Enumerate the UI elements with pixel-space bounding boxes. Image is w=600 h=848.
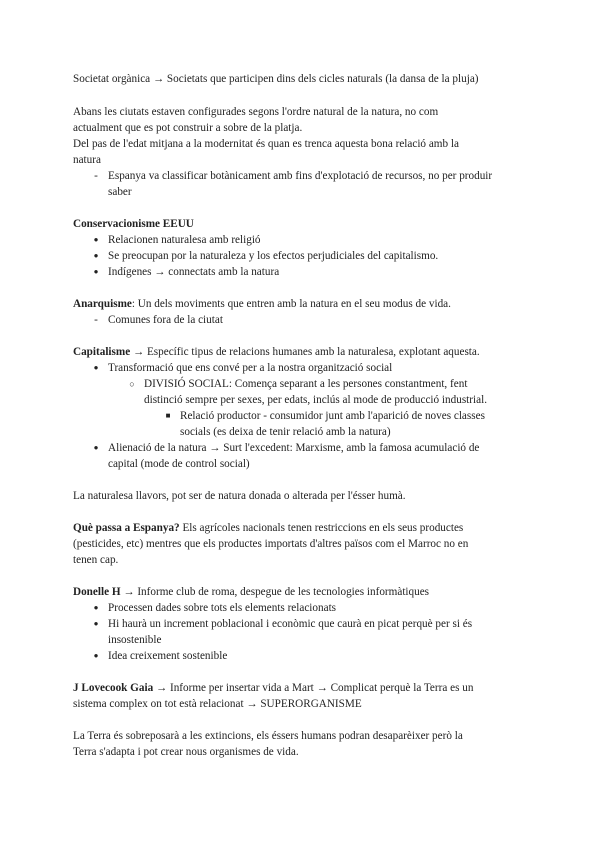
bullet-marker: ● xyxy=(93,651,99,660)
circle-marker: ○ xyxy=(129,379,135,389)
donelle-item-1 xyxy=(90,600,336,616)
espanya-line-3: tenen cap. xyxy=(73,554,119,566)
capitalisme-item-2-line-1: Alienació de la natura → Surt l'excedent: Marxisme, amb la famosa acumulació de xyxy=(108,442,480,454)
anarquisme-dash-text: Comunes fora de la ciutat xyxy=(108,314,223,326)
cities-line-3: Del pas de l'edat mitjana a la modernitat és quan es trenca aquesta bona relació amb la xyxy=(73,138,459,150)
conservacionisme-item-2 xyxy=(90,248,438,264)
capitalisme-subitem-1 xyxy=(126,376,487,408)
capitalisme-sub-line-1: DIVISIÓ SOCIAL: Comença separant a les persones constantment, fent xyxy=(144,378,468,390)
intro-line: Societat orgànica → Societats que participen dins dels cicles naturals (la dansa de la pluja) xyxy=(73,73,479,85)
donelle-item-2-line-1: Hi haurà un increment poblacional i econòmic que caurà en picat perquè per si és xyxy=(108,618,473,630)
bullet-marker: ● xyxy=(93,619,99,628)
lovecook-text: → Informe per insertar vida a Mart → Complicat perquè la Terra es un xyxy=(153,682,474,694)
donelle-item-1-text: Processen dades sobre tots els elements relacionats xyxy=(108,602,337,614)
conservacionisme-item-3 xyxy=(90,264,279,280)
dash-marker: - xyxy=(94,170,98,182)
cities-line-4: natura xyxy=(73,154,101,166)
dash-marker: - xyxy=(94,314,98,326)
anarquisme-text: : Un dels moviments que entren amb la natura en el seu modus de vida. xyxy=(131,298,451,310)
square-marker: ■ xyxy=(165,411,171,420)
anarquisme-title: Anarquisme xyxy=(73,298,132,310)
cities-dash-line-1: Espanya va classificar botànicament amb fins d'explotació de recursos, no per produir xyxy=(108,170,493,182)
donelle-item-3-text: Idea creixement sostenible xyxy=(108,650,228,662)
donelle-title: Donelle H xyxy=(73,586,121,598)
capitalisme-text: → Específic tipus de relacions humanes amb la naturalesa, explotant aquesta. xyxy=(130,346,480,358)
cities-line-2: actualment que es pot construir a sobre de la platja. xyxy=(73,122,303,134)
donelle-paragraph xyxy=(73,584,533,600)
conservacionisme-item-1 xyxy=(90,232,261,248)
capitalisme-title: Capitalisme xyxy=(73,346,131,358)
bullet-marker: ● xyxy=(93,267,99,276)
lovecook-title: J Lovecook Gaia xyxy=(73,682,154,694)
capitalisme-item-2 xyxy=(90,440,479,472)
conservacionisme-item-1-text: Relacionen naturalesa amb religió xyxy=(108,234,261,246)
cities-dash-item xyxy=(90,168,530,200)
conservacionisme-title: Conservacionisme EEUU xyxy=(73,218,194,230)
terra-paragraph xyxy=(73,728,533,760)
capitalisme-item-1-text: Transformació que ens convé per a la nostra organització social xyxy=(108,362,393,374)
terra-line-2: Terra s'adapta i pot crear nous organismes de vida. xyxy=(73,746,299,758)
bullet-marker: ● xyxy=(93,363,99,372)
terra-line-1: La Terra és sobreposarà a les extincions, els éssers humans podran desaparèixer però la xyxy=(73,730,463,742)
donelle-item-3 xyxy=(90,648,227,664)
espanya-line-2: (pesticides, etc) mentres que els productes importats d'altres països com el Marroc no en xyxy=(73,538,469,550)
naturalesa-line: La naturalesa llavors, pot ser de natura donada o alterada per l'ésser humà. xyxy=(73,490,406,502)
cities-line-1: Abans les ciutats estaven configurades segons l'ordre natural de la natura, no com xyxy=(73,106,439,118)
espanya-title: Què passa a Espanya? xyxy=(73,522,180,534)
conservacionisme-item-2-text: Se preocupan por la naturaleza y los efectos perjudiciales del capitalismo. xyxy=(108,250,439,262)
naturalesa-paragraph xyxy=(73,488,533,504)
lovecook-paragraph xyxy=(73,680,533,712)
cities-paragraph xyxy=(73,104,533,168)
bullet-marker: ● xyxy=(93,603,99,612)
capitalisme-subsubitem-1 xyxy=(162,408,485,440)
capitalisme-paragraph xyxy=(73,344,533,360)
lovecook-line-2: sistema complex on tot està relacionat → SUPERORGANISME xyxy=(73,698,362,710)
capitalisme-item-1 xyxy=(90,360,392,376)
cities-dash-line-2: saber xyxy=(108,186,132,198)
conservacionisme-heading xyxy=(73,216,533,232)
donelle-item-2-line-2: insostenible xyxy=(108,634,162,646)
capitalisme-item-2-line-2: capital (mode de control social) xyxy=(108,458,250,470)
capitalisme-subsub-line-2: socials (es deixa de tenir relació amb la natura) xyxy=(180,426,391,438)
espanya-paragraph xyxy=(73,520,533,568)
capitalisme-subsub-line-1: Relació productor - consumidor junt amb l'aparició de noves classes xyxy=(180,410,485,422)
bullet-marker: ● xyxy=(93,443,99,452)
espanya-line-1: Els agrícoles nacionals tenen restriccions en els seus productes xyxy=(179,522,464,534)
intro-paragraph xyxy=(73,71,533,87)
anarquisme-dash-item xyxy=(90,312,223,328)
anarquisme-paragraph xyxy=(73,296,533,312)
conservacionisme-item-3-text: Indígenes → connectats amb la natura xyxy=(108,266,280,278)
bullet-marker: ● xyxy=(93,251,99,260)
bullet-marker: ● xyxy=(93,235,99,244)
capitalisme-sub-line-2: distinció sempre per sexes, per edats, inclús al mode de producció industrial. xyxy=(144,394,487,406)
donelle-item-2 xyxy=(90,616,472,648)
donelle-text: → Informe club de roma, despegue de les tecnologies informàtiques xyxy=(120,586,430,598)
